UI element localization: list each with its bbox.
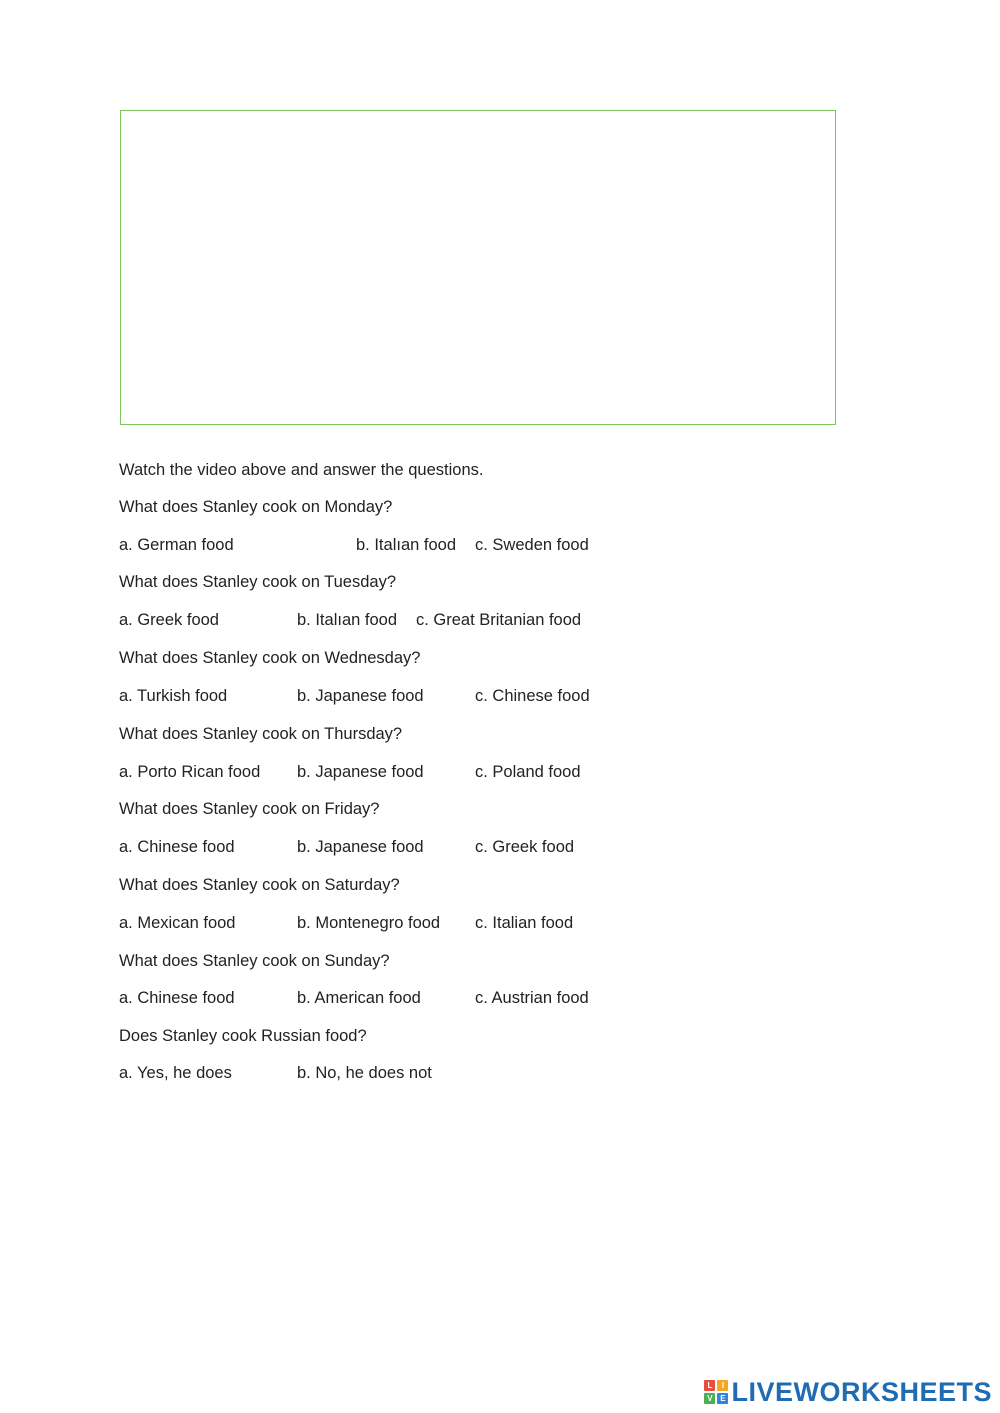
question-friday: What does Stanley cook on Friday? <box>119 800 380 818</box>
option-a[interactable]: a. Chinese food <box>119 838 235 856</box>
logo-block-i: I <box>717 1380 728 1391</box>
option-a[interactable]: a. German food <box>119 536 234 554</box>
option-c[interactable]: c. Chinese food <box>475 687 590 705</box>
option-a[interactable]: a. Porto Rican food <box>119 763 261 781</box>
option-a[interactable]: a. Greek food <box>119 611 219 629</box>
option-a[interactable]: a. Mexican food <box>119 914 236 932</box>
logo-block-v: V <box>704 1393 715 1404</box>
option-a[interactable]: a. Chinese food <box>119 989 235 1007</box>
option-c[interactable]: c. Greek food <box>475 838 575 856</box>
option-b[interactable]: b. Italıan food <box>356 536 456 554</box>
logo-block-e: E <box>717 1393 728 1404</box>
option-b[interactable]: b. No, he does not <box>297 1064 432 1082</box>
option-a[interactable]: a. Yes, he does <box>119 1064 232 1082</box>
question-saturday: What does Stanley cook on Saturday? <box>119 876 400 894</box>
question-wednesday: What does Stanley cook on Wednesday? <box>119 649 421 667</box>
question-russian: Does Stanley cook Russian food? <box>119 1027 367 1045</box>
option-c[interactable]: c. Great Britanian food <box>416 611 582 629</box>
instructions: Watch the video above and answer the questions. <box>119 461 484 479</box>
liveworksheets-logo <box>704 1376 992 1407</box>
logo-text: LIVEWORKSHEETS <box>731 1376 992 1407</box>
question-thursday: What does Stanley cook on Thursday? <box>119 725 403 743</box>
option-b[interactable]: b. Japanese food <box>297 763 424 781</box>
option-c[interactable]: c. Sweden food <box>475 536 589 554</box>
option-b[interactable]: b. American food <box>297 989 421 1007</box>
question-tuesday: What does Stanley cook on Tuesday? <box>119 573 397 591</box>
question-monday: What does Stanley cook on Monday? <box>119 498 393 516</box>
option-b[interactable]: b. Japanese food <box>297 838 424 856</box>
logo-block-l: L <box>704 1380 715 1391</box>
option-c[interactable]: c. Italian food <box>475 914 574 932</box>
option-c[interactable]: c. Poland food <box>475 763 581 781</box>
option-a[interactable]: a. Turkish food <box>119 687 228 705</box>
option-b[interactable]: b. Japanese food <box>297 687 424 705</box>
option-b[interactable]: b. Montenegro food <box>297 914 441 932</box>
option-c[interactable]: c. Austrian food <box>475 989 589 1007</box>
logo-blocks-icon <box>704 1380 728 1404</box>
question-sunday: What does Stanley cook on Sunday? <box>119 952 390 970</box>
option-b[interactable]: b. Italıan food <box>297 611 397 629</box>
video-placeholder[interactable] <box>120 110 836 425</box>
